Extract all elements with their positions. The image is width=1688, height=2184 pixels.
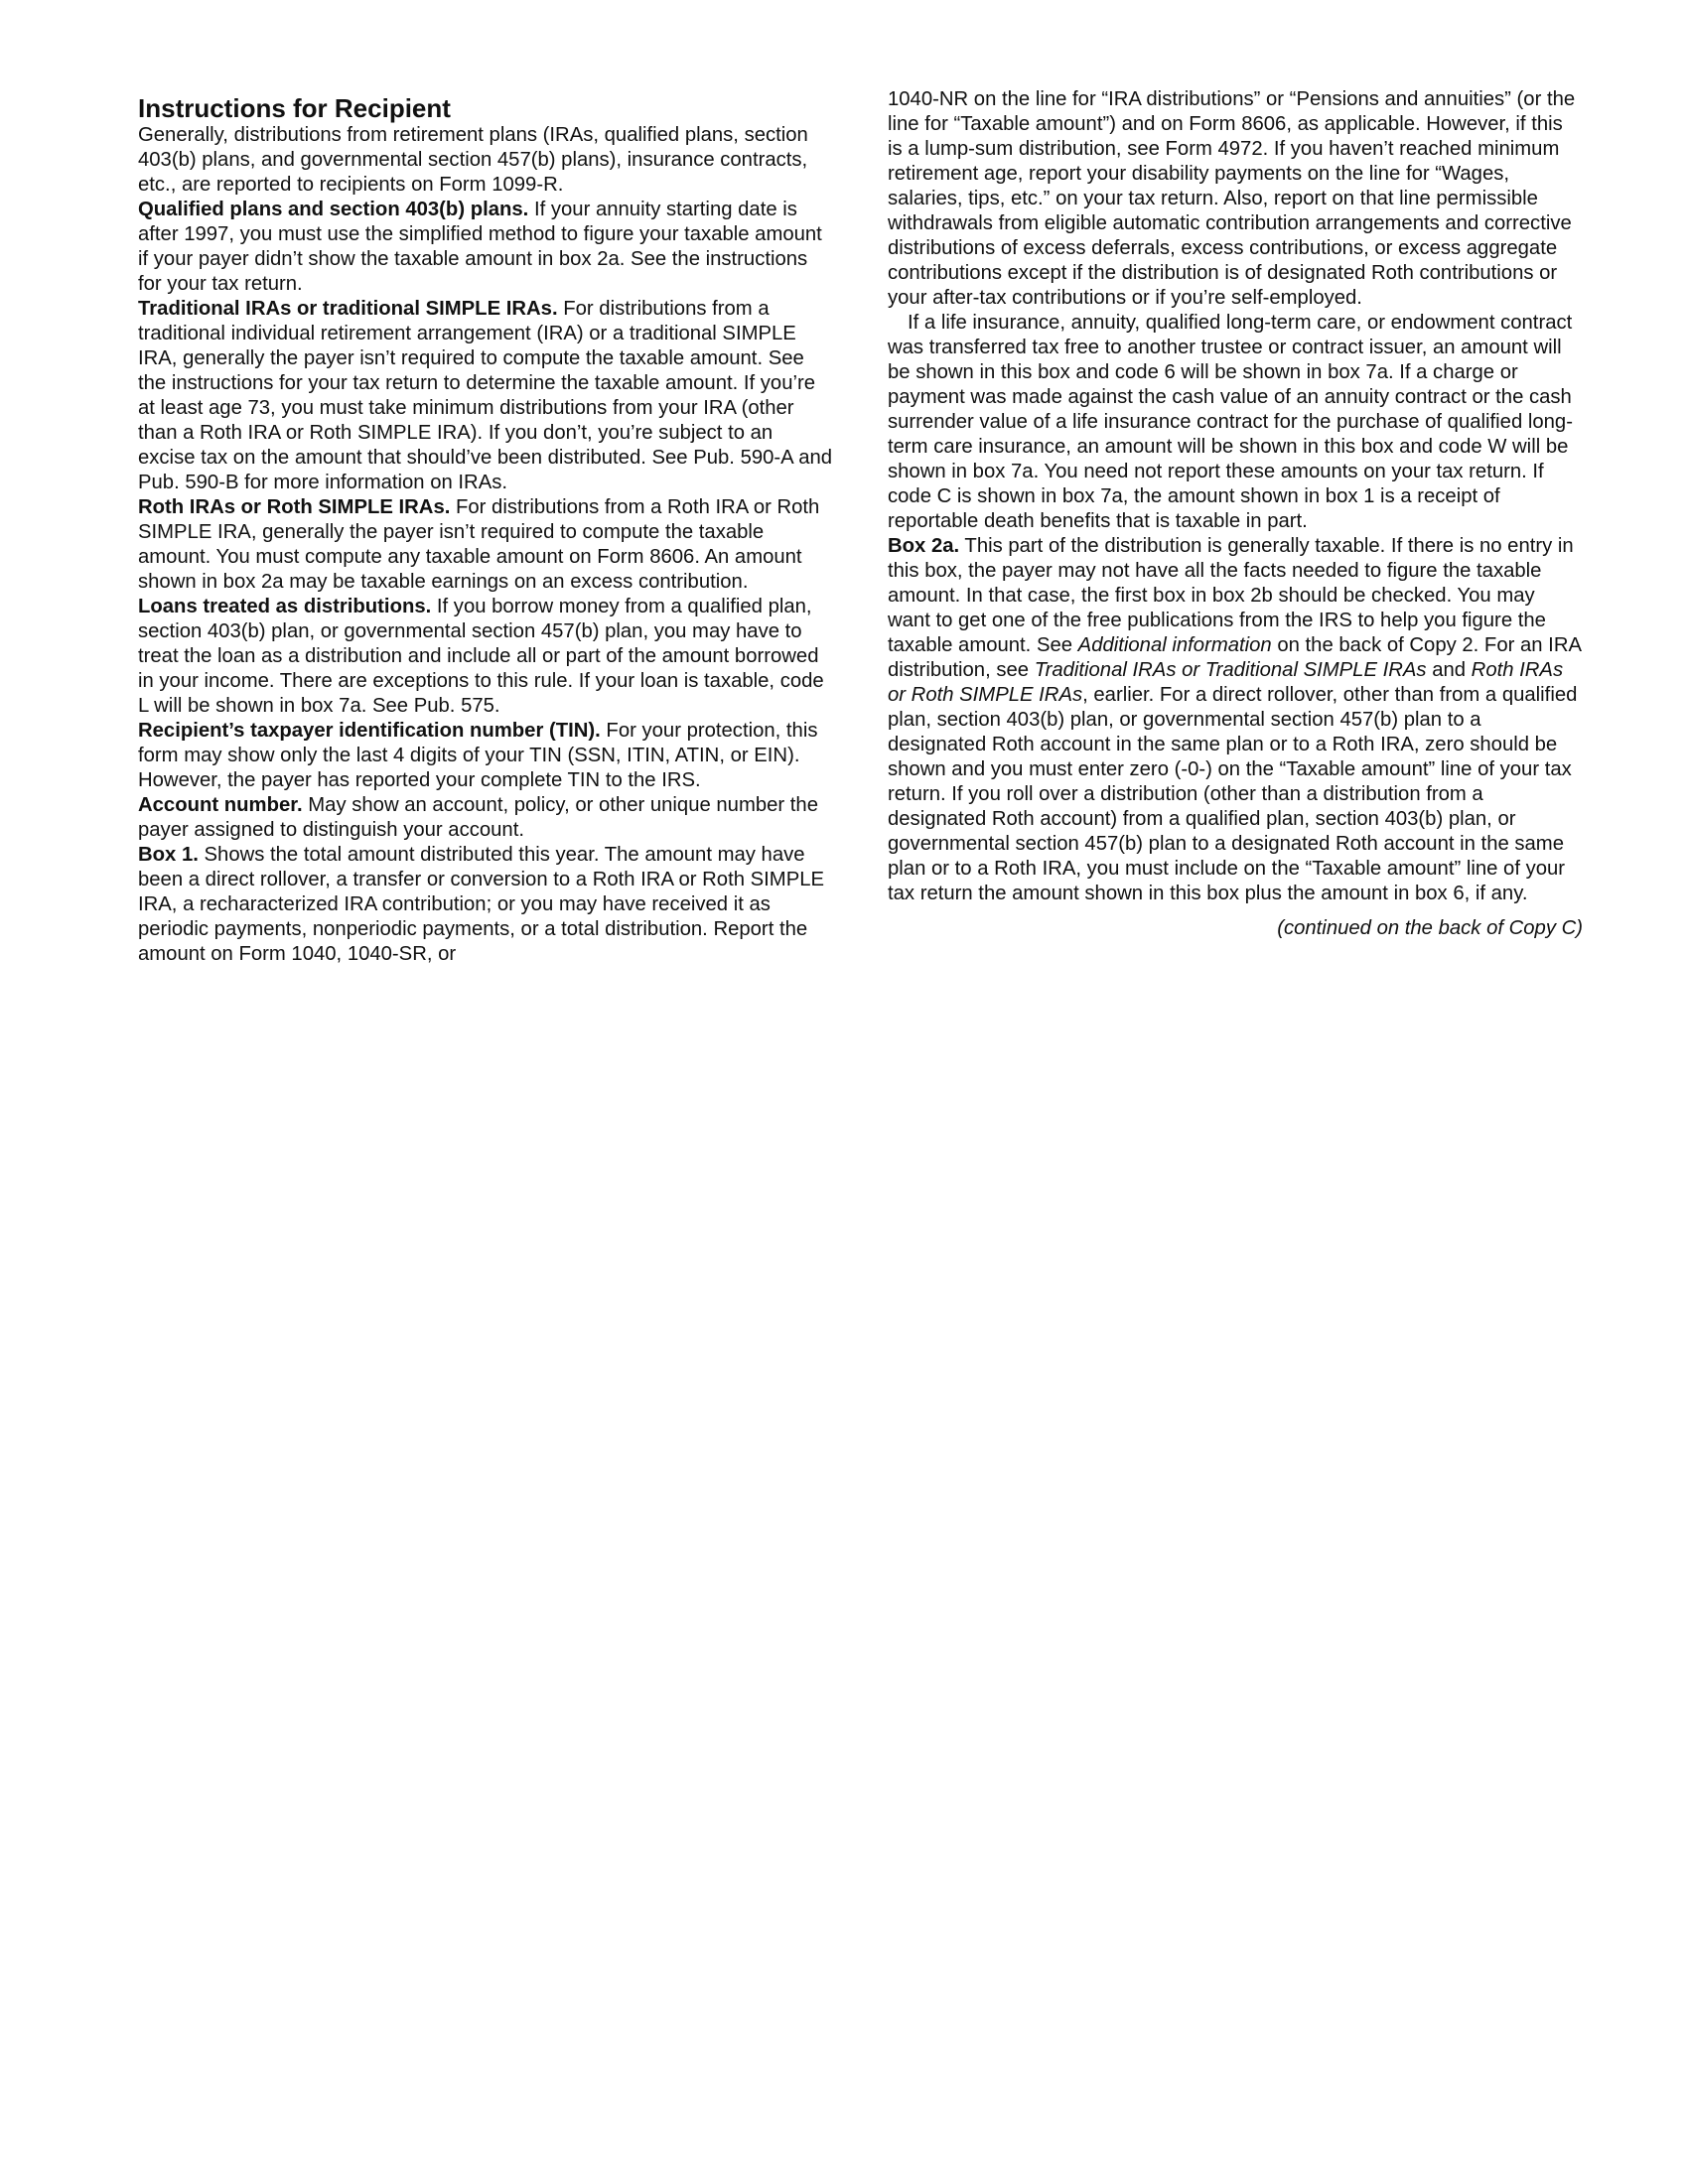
qualified-plans-title: Qualified plans and section 403(b) plans. bbox=[138, 199, 529, 220]
continued-note: (continued on the back of Copy C) bbox=[1277, 917, 1583, 939]
intro-text: Generally, distributions from retirement plans (IRAs, qualified plans, section 403(b) plans, and governmental section 457(b) plans), insurance contracts, etc., are reported to recipients on Form 1099-R. bbox=[138, 124, 808, 196]
traditional-iras-paragraph bbox=[138, 297, 833, 495]
account-number-body: May show an account, policy, or other unique number the payer assigned to distinguish your account. bbox=[138, 794, 818, 841]
box2a-paragraph bbox=[888, 534, 1583, 906]
roth-iras-paragraph bbox=[138, 495, 833, 595]
left-column bbox=[138, 87, 833, 967]
box2a-body-2: on the back of Copy 2. For an IRA distribution, see bbox=[888, 634, 1581, 681]
box2a-body-4: , earlier. For a direct rollover, other than from a qualified plan, section 403(b) plan, or governmental section 457(b) plan to a designated Roth account in the same plan or to a Roth IRA, zero should be shown and you must enter zero (-0-) on the “Taxable amount” line of your tax return. If you roll over a distribution (other than a distribution from a designated Roth account) from a qualified plan, section 403(b) plan, or governmental section 457(b) plan to a designated Roth account in the same plan or to a Roth IRA, you must include on the “Taxable amount” line of your tax return the amount shown in this box plus the amount in box 6, if any. bbox=[888, 684, 1578, 904]
box1-paragraph bbox=[138, 843, 833, 967]
tin-body: For your protection, this form may show only the last 4 digits of your TIN (SSN, ITIN, ATIN, or EIN). However, the payer has reported your complete TIN to the IRS. bbox=[138, 720, 818, 791]
box2a-body-1: This part of the distribution is generally taxable. If there is no entry in this box, the payer may not have all the facts needed to figure the taxable amount. In that case, the first box in box 2b should be checked. You may want to get one of the free publications from the IRS to help you figure the taxable amount. See bbox=[888, 535, 1574, 656]
right-column bbox=[888, 87, 1583, 941]
loans-body: If you borrow money from a qualified plan, section 403(b) plan, or governmental section 457(b) plan, you may have to treat the loan as a distribution and include all or part of the amount borrowed in your income. There are exceptions to this rule. If your loan is taxable, code L will be shown in box 7a. See Pub. 575. bbox=[138, 596, 824, 717]
box2a-ref-roth-iras: Roth IRAs or Roth SIMPLE IRAs bbox=[888, 659, 1564, 706]
loans-title: Loans treated as distributions. bbox=[138, 596, 432, 617]
box2a-ref-traditional-iras: Traditional IRAs or Traditional SIMPLE IRAs bbox=[1034, 659, 1427, 681]
traditional-iras-body: For distributions from a traditional individual retirement arrangement (IRA) or a traditional SIMPLE IRA, generally the payer isn’t required to compute the taxable amount. See the instructions for your tax return to determine the taxable amount. If you’re at least age 73, you must take minimum distributions from your IRA (other than a Roth IRA or Roth SIMPLE IRA). If you don’t, you’re subject to an excise tax on the amount that should’ve been distributed. See Pub. 590-A and Pub. 590-B for more information on IRAs. bbox=[138, 298, 833, 493]
roth-iras-title: Roth IRAs or Roth SIMPLE IRAs. bbox=[138, 496, 451, 518]
traditional-iras-title: Traditional IRAs or traditional SIMPLE IRAs. bbox=[138, 298, 558, 320]
box1-title: Box 1. bbox=[138, 844, 199, 866]
box1-continued-text: 1040-NR on the line for “IRA distributions” or “Pensions and annuities” (or the line for “Taxable amount”) and on Form 8606, as applicable. However, if this is a lump-sum distribution, see Form 4972. If you haven’t reached minimum retirement age, report your disability payments on the line for “Wages, salaries, tips, etc.” on your tax return. Also, report on that line permissible withdrawals from eligible automatic contribution arrangements and corrective distributions of excess deferrals, excess contributions, or excess aggregate contributions except if the distribution is of designated Roth contributions or your after-tax contributions or if you’re self-employed. bbox=[888, 88, 1576, 309]
roth-iras-body: For distributions from a Roth IRA or Roth SIMPLE IRA, generally the payer isn’t required to compute the taxable amount. You must compute any taxable amount on Form 8606. An amount shown in box 2a may be taxable earnings on an excess contribution. bbox=[138, 496, 820, 593]
tin-paragraph bbox=[138, 719, 833, 793]
box1-body: Shows the total amount distributed this year. The amount may have been a direct rollover, a transfer or conversion to a Roth IRA or Roth SIMPLE IRA, a recharacterized IRA contribution; or you may have received it as periodic payments, nonperiodic payments, or a total distribution. Report the amount on Form 1040, 1040-SR, or bbox=[138, 844, 825, 965]
life-insurance-text: If a life insurance, annuity, qualified long-term care, or endowment contract was transferred tax free to another trustee or contract issuer, an amount will be shown in this box and code 6 will be shown in box 7a. If a charge or payment was made against the cash value of an annuity contract or the cash surrender value of a life insurance contract for the purchase of qualified long-term care insurance, an amount will be shown in this box and code W will be shown in box 7a. You need not report these amounts on your tax return. If code C is shown in box 7a, the amount shown in box 1 is a receipt of reportable death benefits that is taxable in part. bbox=[888, 312, 1573, 532]
life-insurance-paragraph bbox=[888, 311, 1583, 534]
box1-continued-paragraph bbox=[888, 87, 1583, 311]
box2a-ref-additional-info: Additional information bbox=[1077, 634, 1272, 656]
intro-paragraph bbox=[138, 123, 833, 198]
tin-title: Recipient’s taxpayer identification number (TIN). bbox=[138, 720, 601, 742]
instructions-heading: Instructions for Recipient bbox=[138, 93, 451, 123]
qualified-plans-body: If your annuity starting date is after 1997, you must use the simplified method to figure your taxable amount if your payer didn’t show the taxable amount in box 2a. See the instructions for your tax return. bbox=[138, 199, 822, 295]
account-number-paragraph bbox=[138, 793, 833, 843]
loans-paragraph bbox=[138, 595, 833, 719]
box2a-title: Box 2a. bbox=[888, 535, 960, 557]
box2a-body-3: and bbox=[1426, 659, 1472, 681]
account-number-title: Account number. bbox=[138, 794, 303, 816]
qualified-plans-paragraph bbox=[138, 198, 833, 297]
